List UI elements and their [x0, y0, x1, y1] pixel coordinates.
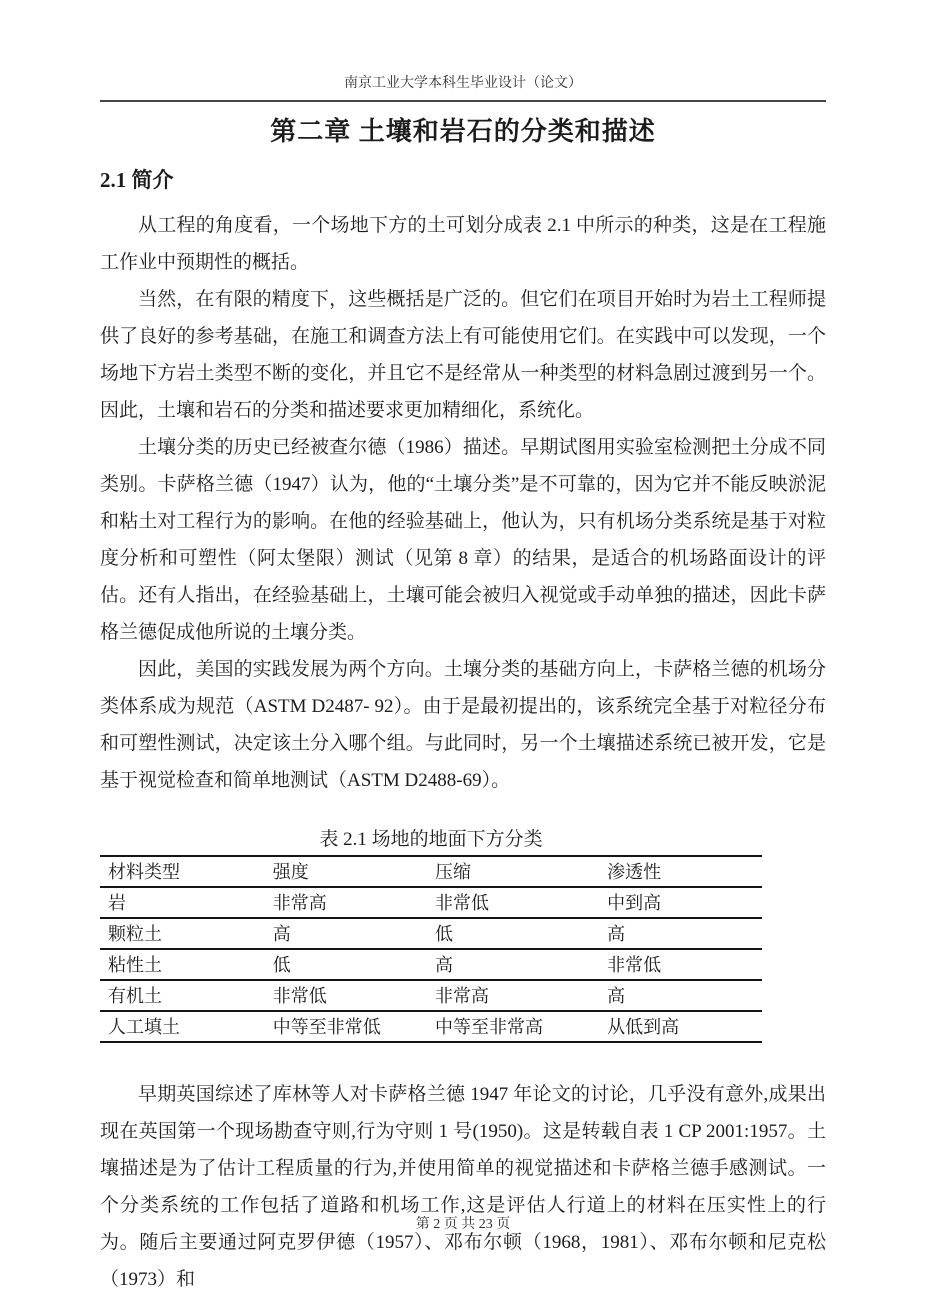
table-cell: 非常低 [273, 980, 435, 1011]
paragraph-2: 当然，在有限的精度下，这些概括是广泛的。但它们在项目开始时为岩土工程师提供了良好的参考基础，在施工和调查方法上有可能使用它们。在实践中可以发现，一个场地下方岩土类型不断的变化，并且它不是经常从一种类型的材料急剧过渡到另一个。因此，土壤和岩石的分类和描述要求更加精细化，系统化。 [100, 289, 826, 422]
table-cell: 非常高 [273, 887, 435, 918]
paragraph-5: 早期英国综述了库林等人对卡萨格兰德 1947 年论文的讨论，几乎没有意外,成果出现在英国第一个现场勘查守则,行为守则 1 号(1950)。这是转载自表 1 CP 2001:1957。土壤描述是为了估计工程质量的行为,并使用简单的视觉描述和卡萨格兰德手感测试。一个分类系统的工作包括了道路和机场工作,这是评估人行道上的材料在压实性上的行为。随后主要通过阿克罗伊德（1957）、邓布尔顿（1968，1981）、邓布尔顿和尼克松（1973）和 [100, 1084, 826, 1291]
table-cell: 中等至非常低 [273, 1011, 435, 1042]
page-footer [0, 1213, 926, 1233]
table-section [100, 827, 762, 1043]
table-cell: 高 [607, 918, 762, 949]
column-header: 强度 [273, 856, 435, 887]
table-cell: 低 [435, 918, 607, 949]
table-cell: 从低到高 [607, 1011, 762, 1042]
table-row [100, 1011, 762, 1042]
column-header: 材料类型 [100, 856, 273, 887]
table-cell: 高 [607, 980, 762, 1011]
body-text-after-table [100, 1076, 826, 1298]
page-header [100, 76, 826, 102]
table-caption: 表 2.1 场地的地面下方分类 [319, 829, 543, 851]
table-cell: 高 [435, 949, 607, 980]
paragraph-1: 从工程的角度看，一个场地下方的土可划分成表 2.1 中所示的种类，这是在工程施工作业中预期性的概括。 [100, 215, 826, 274]
table-row [100, 949, 762, 980]
chapter-title: 第二章 土壤和岩石的分类和描述 [270, 116, 656, 146]
table-cell: 颗粒土 [100, 918, 273, 949]
column-header: 压缩 [435, 856, 607, 887]
table-cell: 非常低 [607, 949, 762, 980]
page-number: 第 2 页 共 23 页 [415, 1217, 511, 1232]
table-cell: 中等至非常高 [435, 1011, 607, 1042]
table-cell: 高 [273, 918, 435, 949]
table-cell: 中到高 [607, 887, 762, 918]
table-cell: 低 [273, 949, 435, 980]
table-cell: 岩 [100, 887, 273, 918]
table-row [100, 887, 762, 918]
table-cell: 非常高 [435, 980, 607, 1011]
header-title: 南京工业大学本科生毕业设计（论文） [344, 76, 582, 91]
paragraph-3: 土壤分类的历史已经被查尔德（1986）描述。早期试图用实验室检测把土分成不同类别。卡萨格兰德（1947）认为，他的“土壤分类”是不可靠的，因为它并不能反映淤泥和粘土对工程行为的影响。在他的经验基础上，他认为，只有机场分类系统是基于对粒度分析和可塑性（阿太堡限）测试（见第 8 章）的结果，是适合的机场路面设计的评估。还有人指出，在经验基础上，土壤可能会被归入视觉或手动单独的描述，因此卡萨格兰德促成他所说的土壤分类。 [100, 437, 826, 644]
table-cell: 非常低 [435, 887, 607, 918]
table-row [100, 980, 762, 1011]
table-cell: 粘性土 [100, 949, 273, 980]
paragraph-4: 因此，美国的实践发展为两个方向。土壤分类的基础方向上，卡萨格兰德的机场分类体系成为规范（ASTM D2487- 92）。由于是最初提出的，该系统完全基于对粒径分布和可塑性测试，决定该土分入哪个组。与此同时，另一个土壤描述系统已被开发，它是基于视觉检查和简单地测试（ASTM D2488-69）。 [100, 659, 826, 792]
classification-table [100, 855, 762, 1043]
section-heading: 2.1 简介 [100, 168, 174, 193]
table-cell: 有机土 [100, 980, 273, 1011]
body-text [100, 207, 826, 799]
table-header-row [100, 856, 762, 887]
column-header: 渗透性 [607, 856, 762, 887]
table-row [100, 918, 762, 949]
table-cell: 人工填土 [100, 1011, 273, 1042]
